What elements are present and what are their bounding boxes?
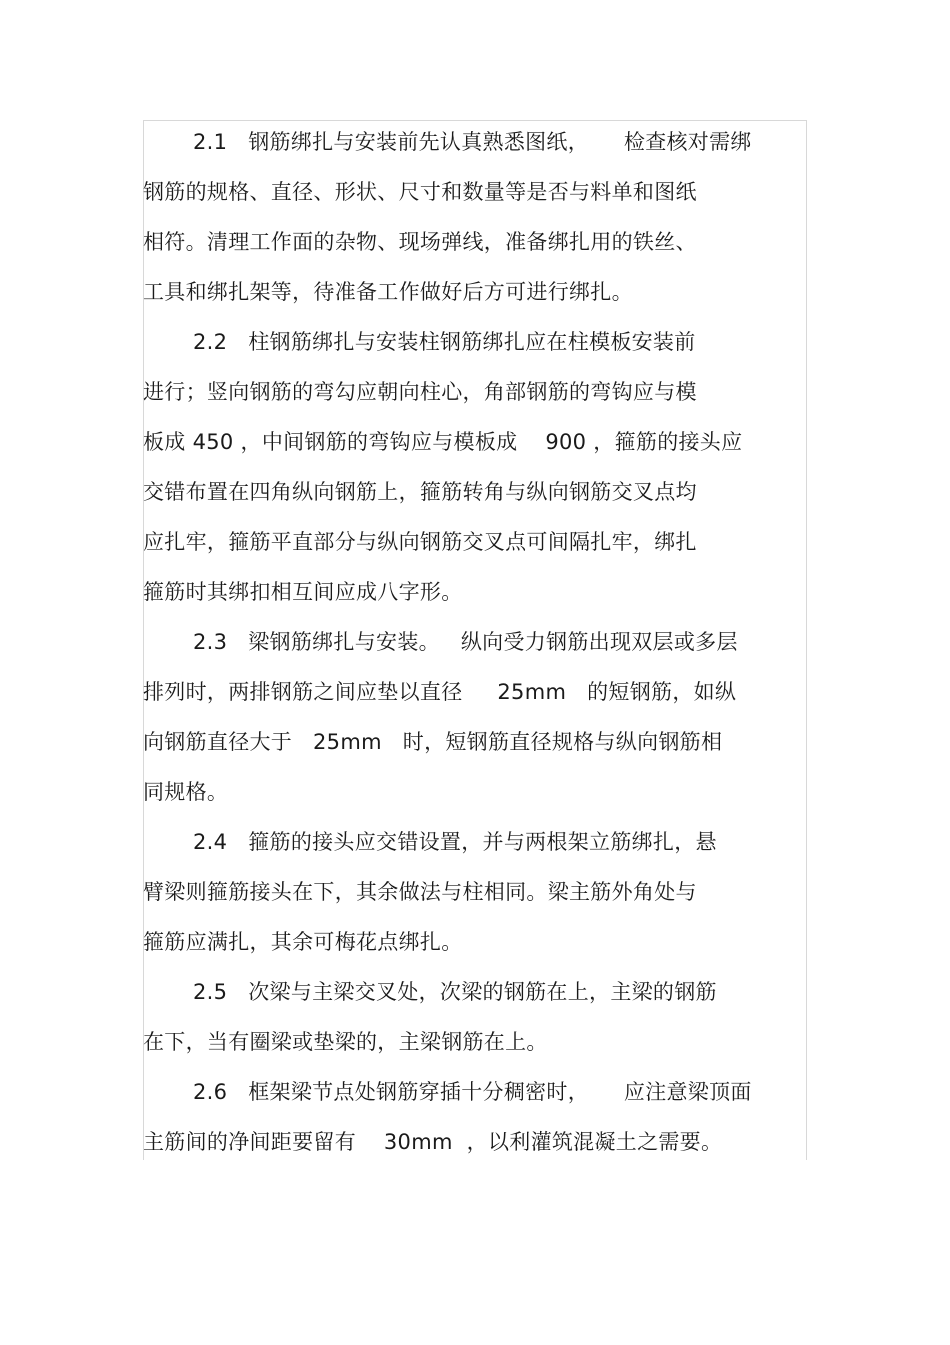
paragraph-line: 2.3 梁钢筋绑扎与安装。 纵向受力钢筋出现双层或多层: [193, 630, 738, 654]
paragraph-line: 钢筋的规格、直径、形状、尺寸和数量等是否与料单和图纸: [143, 180, 697, 204]
paragraph-line: 应扎牢，箍筋平直部分与纵向钢筋交叉点可间隔扎牢，绑扎: [143, 530, 697, 554]
paragraph-line: 2.6 框架梁节点处钢筋穿插十分稠密时， 应注意梁顶面: [193, 1080, 752, 1104]
paragraph-line: 主筋间的净间距要留有 30mm ，以利灌筑混凝土之需要。: [143, 1130, 723, 1154]
paragraph-line: 箍筋应满扎，其余可梅花点绑扎。: [143, 930, 463, 954]
paragraph-line: 箍筋时其绑扣相互间应成八字形。: [143, 580, 463, 604]
paragraph-line: 2.5 次梁与主梁交叉处，次梁的钢筋在上，主梁的钢筋: [193, 980, 717, 1004]
paragraph-line: 2.4 箍筋的接头应交错设置，并与两根架立筋绑扎，悬: [193, 830, 717, 854]
paragraph-line: 排列时，两排钢筋之间应垫以直径 25mm 的短钢筋，如纵: [143, 680, 737, 704]
paragraph-line: 同规格。: [143, 780, 229, 804]
paragraph-line: 板成 450 ，中间钢筋的弯钩应与模板成 900 ，箍筋的接头应: [143, 430, 743, 454]
paragraph-line: 工具和绑扎架等，待准备工作做好后方可进行绑扎。: [143, 280, 633, 304]
paragraph-line: 相符。清理工作面的杂物、现场弹线，准备绑扎用的铁丝、: [143, 230, 697, 254]
paragraph-line: 交错布置在四角纵向钢筋上，箍筋转角与纵向钢筋交叉点均: [143, 480, 697, 504]
paragraph-line: 在下，当有圈梁或垫梁的，主梁钢筋在上。: [143, 1030, 548, 1054]
paragraph-line: 2.1 钢筋绑扎与安装前先认真熟悉图纸， 检查核对需绑: [193, 130, 752, 154]
paragraph-line: 向钢筋直径大于 25mm 时，短钢筋直径规格与纵向钢筋相: [143, 730, 723, 754]
paragraph-line: 臂梁则箍筋接头在下，其余做法与柱相同。梁主筋外角处与: [143, 880, 697, 904]
paragraph-line: 2.2 柱钢筋绑扎与安装柱钢筋绑扎应在柱模板安装前: [193, 330, 696, 354]
paragraph-line: 进行；竖向钢筋的弯勾应朝向柱心，角部钢筋的弯钩应与模: [143, 380, 697, 404]
